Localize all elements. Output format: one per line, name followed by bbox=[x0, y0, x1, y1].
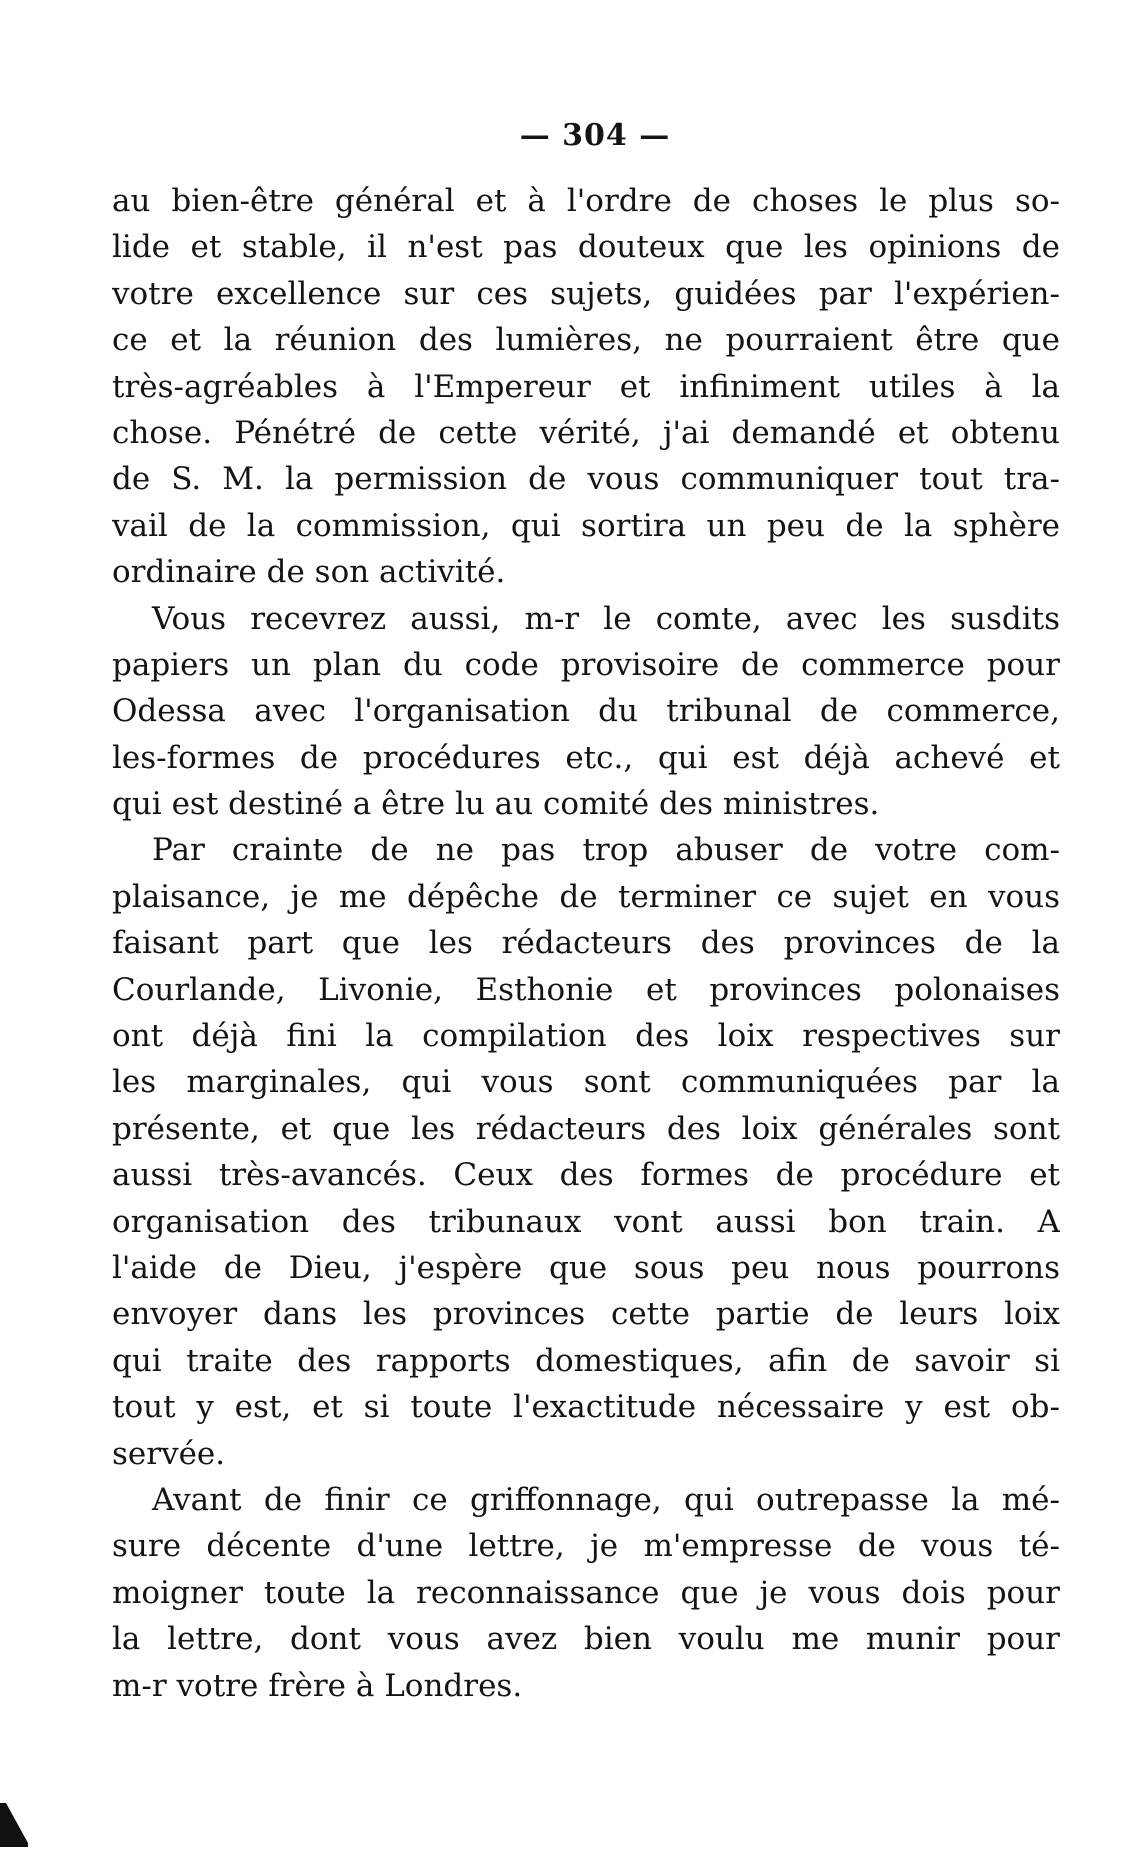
text-line: tout y est, et si toute l'exactitude nécessaire y est ob- bbox=[112, 1389, 1060, 1426]
text-line: très-agréables à l'Empereur et infiniment utiles à la bbox=[112, 368, 1060, 405]
text-line: sure décente d'une lettre, je m'empresse de vous té- bbox=[112, 1528, 1060, 1565]
text-line: les-formes de procédures etc., qui est déjà achevé et bbox=[112, 739, 1060, 776]
text-line: servée. bbox=[112, 1435, 226, 1472]
text-line: organisation des tribunaux vont aussi bon train. A bbox=[112, 1203, 1060, 1240]
text-line: aussi très-avancés. Ceux des formes de procédure et bbox=[112, 1157, 1060, 1194]
text-line: lide et stable, il n'est pas douteux que les opinions de bbox=[112, 229, 1060, 266]
body-text bbox=[112, 178, 1060, 1709]
text-line: l'aide de Dieu, j'espère que sous peu nous pourrons bbox=[112, 1249, 1060, 1286]
text-line: vail de la commission, qui sortira un peu de la sphère bbox=[112, 507, 1060, 544]
text-line: qui est destiné a être lu au comité des ministres. bbox=[112, 786, 880, 823]
text-line: envoyer dans les provinces cette partie de leurs loix bbox=[112, 1296, 1060, 1333]
text-line: ce et la réunion des lumières, ne pourraient être que bbox=[112, 322, 1060, 359]
text-line: plaisance, je me dépêche de terminer ce sujet en vous bbox=[112, 878, 1060, 915]
text-line: ordinaire de son activité. bbox=[112, 554, 506, 591]
text-line: faisant part que les rédacteurs des provinces de la bbox=[112, 925, 1060, 962]
text-line: ont déjà fini la compilation des loix respectives sur bbox=[112, 1018, 1060, 1055]
text-line: Courlande, Livonie, Esthonie et provinces polonaises bbox=[112, 971, 1060, 1008]
text-line: les marginales, qui vous sont communiquées par la bbox=[112, 1064, 1060, 1101]
text-line: moigner toute la reconnaissance que je vous dois pour bbox=[112, 1574, 1060, 1611]
text-line: votre excellence sur ces sujets, guidées par l'expérien- bbox=[112, 275, 1060, 312]
page-number: — 304 — bbox=[519, 118, 671, 153]
text-line: Odessa avec l'organisation du tribunal de commerce, bbox=[112, 693, 1060, 730]
text-line: de S. M. la permission de vous communiquer tout tra- bbox=[112, 461, 1060, 498]
text-line: qui traite des rapports domestiques, afin de savoir si bbox=[112, 1342, 1060, 1379]
text-line: m-r votre frère à Londres. bbox=[112, 1667, 523, 1704]
text-line: Par crainte de ne pas trop abuser de votre com- bbox=[152, 832, 1060, 869]
text-line: Vous recevrez aussi, m-r le comte, avec les susdits bbox=[152, 600, 1060, 637]
text-line: chose. Pénétré de cette vérité, j'ai demandé et obtenu bbox=[112, 414, 1060, 451]
text-line: Avant de finir ce griffonnage, qui outrepasse la mé- bbox=[152, 1481, 1060, 1518]
text-line: la lettre, dont vous avez bien voulu me munir pour bbox=[112, 1621, 1060, 1658]
text-line: présente, et que les rédacteurs des loix générales sont bbox=[112, 1110, 1060, 1147]
text-line: au bien-être général et à l'ordre de choses le plus so- bbox=[112, 183, 1060, 219]
text-line: papiers un plan du code provisoire de commerce pour bbox=[112, 646, 1060, 683]
corner-fold-mark bbox=[0, 1803, 30, 1847]
